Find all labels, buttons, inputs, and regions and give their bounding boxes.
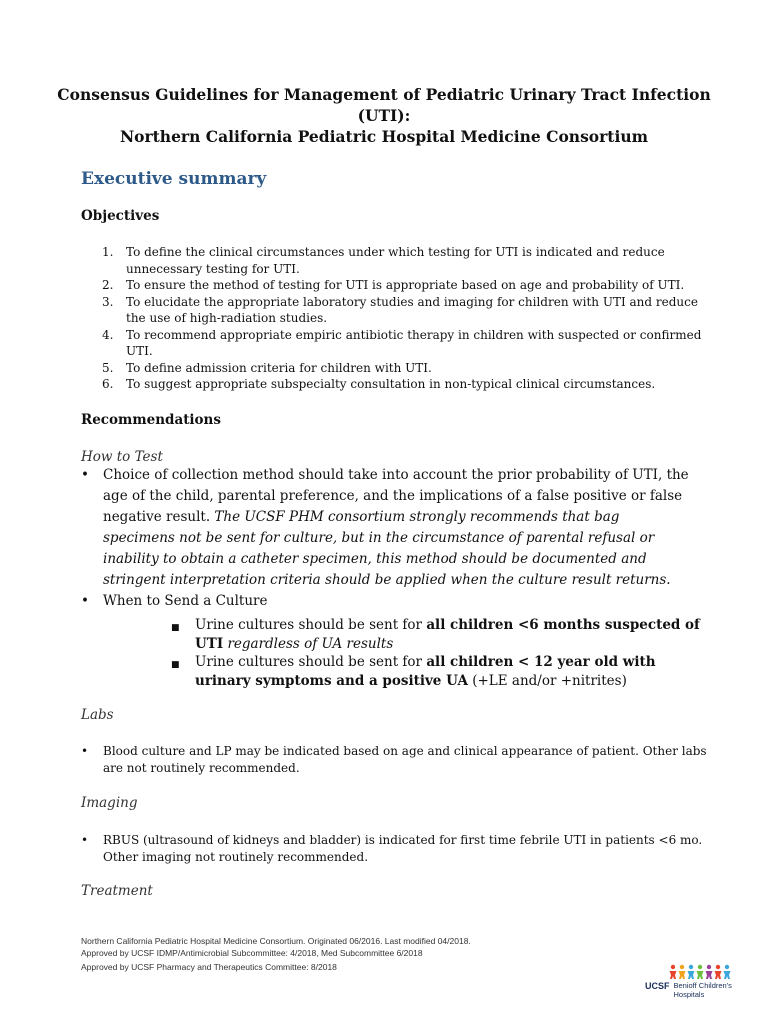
logo-figure-head [716, 965, 720, 969]
logo-brand: UCSF [645, 981, 670, 991]
when-to-send-culture: When to Send a Culture [103, 593, 268, 609]
recommendations-heading: Recommendations [81, 412, 221, 428]
logo-figure-body [724, 971, 731, 979]
footer-line-3: Approved by UCSF Pharmacy and Therapeutics Committee: 8/2018 [81, 962, 337, 972]
list-item: ■ Urine cultures should be sent for all children < 12 year old with urinary symptoms and a positive UA (+LE and/or +nitrites) [171, 654, 656, 689]
logo-figure-body [688, 971, 695, 979]
logo-figure-head [725, 965, 729, 969]
objectives-list [81, 244, 721, 393]
logo-figure-head [680, 965, 684, 969]
children-figures-icon [645, 964, 740, 980]
logo-figure-head [671, 965, 675, 969]
title-line-1: Consensus Guidelines for Management of Pediatric Urinary Tract Infection [57, 85, 711, 104]
imaging-section [81, 832, 721, 866]
treatment-heading: Treatment [81, 883, 153, 899]
logo-figure-body [715, 971, 722, 979]
list-item [81, 591, 695, 612]
list-item [81, 465, 695, 591]
how-to-test-heading: How to Test [81, 449, 163, 465]
logo-figure-head [689, 965, 693, 969]
labs-section [81, 743, 721, 777]
objective-item: 2. To ensure the method of testing for UTI is appropriate based on age and probability of UTI. [102, 278, 685, 292]
objective-item: 6. To suggest appropriate subspecialty consultation in non-typical clinical circumstances. [102, 377, 656, 391]
logo-figure-body [679, 971, 686, 979]
objectives-heading: Objectives [81, 208, 160, 224]
list-item: ■ Urine cultures should be sent for all children <6 months suspected of UTI regardless of UA results [171, 617, 700, 652]
objective-item: 1. To define the clinical circumstances under which testing for UTI is indicated and reduce unnecessary testing for UTI. [102, 245, 665, 276]
collection-method-text: Choice of collection method should take into account the prior probability of UTI, the age of the child, parental preference, and the implications of a false positive or false negative result. [103, 467, 689, 525]
ucsf-benioff-logo [645, 964, 740, 1004]
footer-line-2: Approved by UCSF IDMP/Antimicrobial Subcommittee: 4/2018, Med Subcommittee 6/2018 [81, 948, 423, 958]
logo-figure-head [707, 965, 711, 969]
logo-name-line-2: Hospitals [673, 990, 705, 999]
logo-figure-body [697, 971, 704, 979]
objective-item: 5. To define admission criteria for children with UTI. [102, 360, 432, 375]
bullet-icon: • [81, 833, 89, 847]
objective-item: 4. To recommend appropriate empiric antibiotic therapy in children with suspected or confirmed UTI. [102, 327, 702, 358]
document-title [40, 84, 728, 147]
logo-figure-body [670, 971, 677, 979]
square-bullet-icon: ■ [171, 660, 180, 670]
footer [81, 935, 471, 973]
recommendation-bullets [81, 465, 695, 612]
footer-line-1: Northern California Pediatric Hospital Medicine Consortium. Originated 06/2016. Last modified 04/2018. [81, 936, 471, 946]
list-item: • Blood culture and LP may be indicated based on age and clinical appearance of patient. Other labs are not routinely recommended. [81, 744, 707, 775]
objective-item: 3. To elucidate the appropriate laboratory studies and imaging for children with UTI and reduce the use of high-radiation studies. [102, 294, 698, 325]
title-line-2: (UTI): [357, 106, 411, 125]
culture-sub-bullets [171, 616, 701, 690]
square-bullet-icon: ■ [171, 623, 180, 633]
logo-figure-body [706, 971, 713, 979]
bullet-icon: • [81, 593, 89, 609]
bullet-icon: • [81, 467, 89, 483]
bag-specimen-recommendation: The UCSF PHM consortium strongly recommends that bag specimens not be sent for culture, but in the circumstance of parental refusal or inability to obtain a catheter specimen, this method should be documented and stringent interpretation criteria should be applied when the culture result returns. [103, 509, 671, 588]
executive-summary-heading: Executive summary [81, 169, 267, 189]
labs-heading: Labs [81, 707, 114, 723]
title-line-3: Northern California Pediatric Hospital Medicine Consortium [119, 127, 649, 146]
list-item: • RBUS (ultrasound of kidneys and bladder) is indicated for first time febrile UTI in patients <6 mo. Other imaging not routinely recommended. [81, 833, 703, 864]
logo-name-line-1: Benioff Children's [673, 981, 732, 990]
bullet-icon: • [81, 744, 89, 758]
imaging-heading: Imaging [81, 795, 138, 811]
logo-figure-head [698, 965, 702, 969]
